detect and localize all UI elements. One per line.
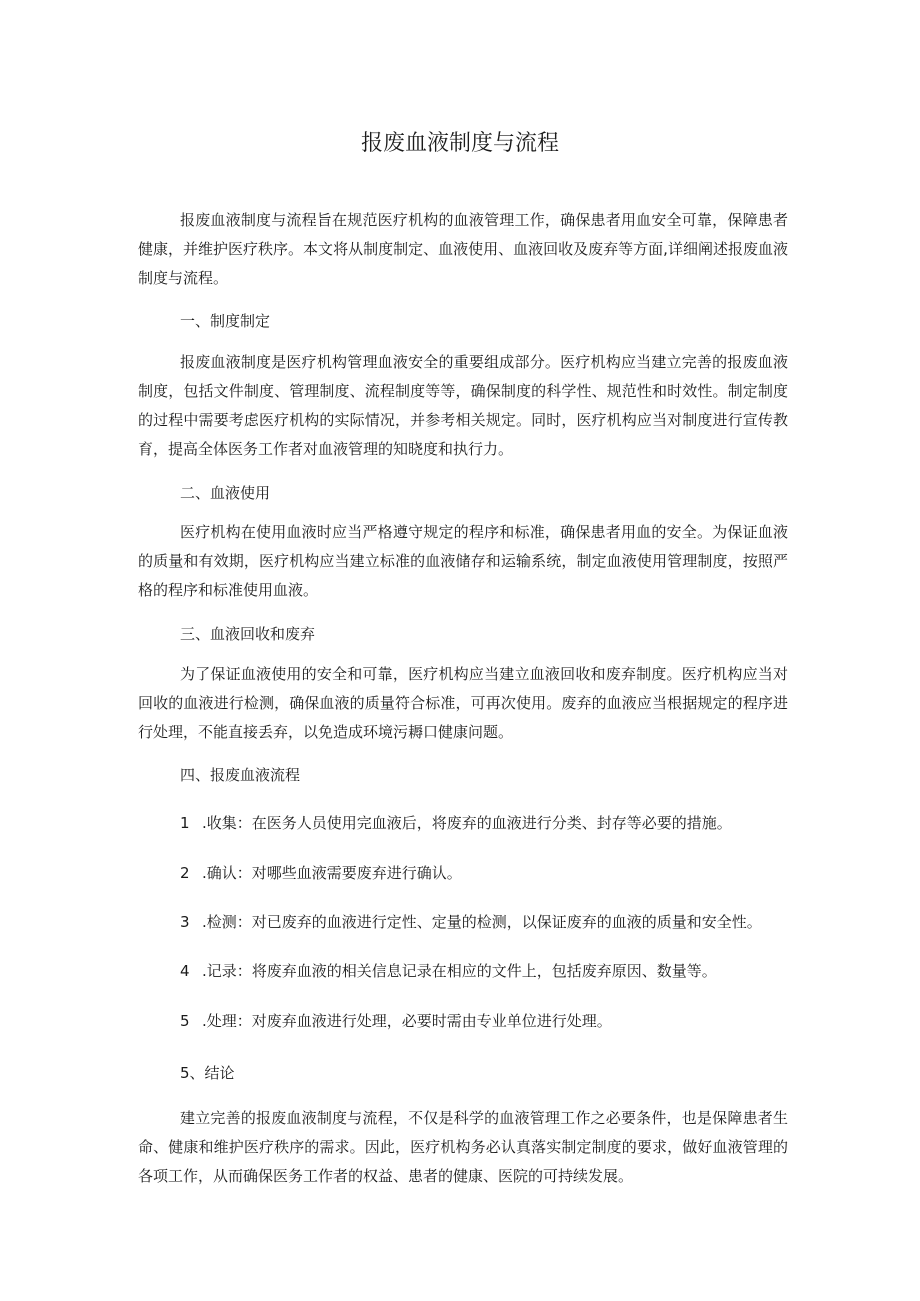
section-heading-usage: 二、血液使用 [180,484,271,502]
section-body-recovery: 为了保证血液使用的安全和可靠，医疗机构应当建立血液回收和废弃制度。医疗机构应当对回收的血液进行检测，确保血液的质量符合标准，可再次使用。废弃的血液应当根据规定的程序进行处理，不能直接丢弃，以免造成环境污耨口健康问题。 [138,665,788,741]
step-text: .收集：在医务人员使用完血液后，将废弃的血液进行分类、封存等必要的措施。 [202,814,732,832]
step-text: .检测：对已废弃的血液进行定性、定量的检测，以保证废弃的血液的质量和安全性。 [202,913,762,931]
section-body-conclusion: 建立完善的报废血液制度与流程，不仅是科学的血液管理工作之必要条件，也是保障患者生命、健康和维护医疗秩序的需求。因此，医疗机构务必认真落实制定制度的要求，做好血液管理的各项工作，从而确保医务工作者的权益、患者的健康、医院的可持续发展。 [138,1109,788,1185]
process-step [180,1010,612,1032]
intro-paragraph: 报废血液制度与流程旨在规范医疗机构的血液管理工作，确保患者用血安全可靠，保障患者健康，并维护医疗秩序。本文将从制度制定、血液使用、血液回收及废弃等方面,详细阐述报废血液制度与流程。 [138,211,788,287]
step-number: 3 [180,913,190,931]
section-heading-conclusion: 5、结论 [180,1064,235,1082]
step-number: 1 [180,814,190,832]
section-heading-policy: 一、制度制定 [180,312,271,330]
step-number: 4 [180,962,190,980]
process-step [180,911,762,933]
section-heading-process: 四、报废血液流程 [180,766,301,784]
step-number: 2 [180,864,190,882]
page-title: 报废血液制度与流程 [360,131,559,156]
step-text: .处理：对废弃血液进行处理，必要时需由专业单位进行处理。 [202,1012,612,1030]
section-heading-recovery: 三、血液回收和废弃 [180,625,316,643]
section-body-policy: 报废血液制度是医疗机构管理血液安全的重要组成部分。医疗机构应当建立完善的报废血液制度，包括文件制度、管理制度、流程制度等等，确保制度的科学性、规范性和时效性。制定制度的过程中需要考虑医疗机构的实际情况，并参考相关规定。同时，医疗机构应当对制度进行宣传教育，提高全体医务工作者对血液管理的知晓度和执行力。 [138,353,788,458]
process-step [180,812,732,834]
step-text: .记录：将废弃血液的相关信息记录在相应的文件上，包括废弃原因、数量等。 [202,962,717,980]
section-body-usage: 医疗机构在使用血液时应当严格遵守规定的程序和标准，确保患者用血的安全。为保证血液的质量和有效期，医疗机构应当建立标准的血液储存和运输系统，制定血液使用管理制度，按照严格的程序和标准使用血液。 [138,523,788,599]
process-step [180,960,717,982]
step-text: .确认：对哪些血液需要废弃进行确认。 [202,864,462,882]
process-step [180,862,462,884]
step-number: 5 [180,1012,190,1030]
